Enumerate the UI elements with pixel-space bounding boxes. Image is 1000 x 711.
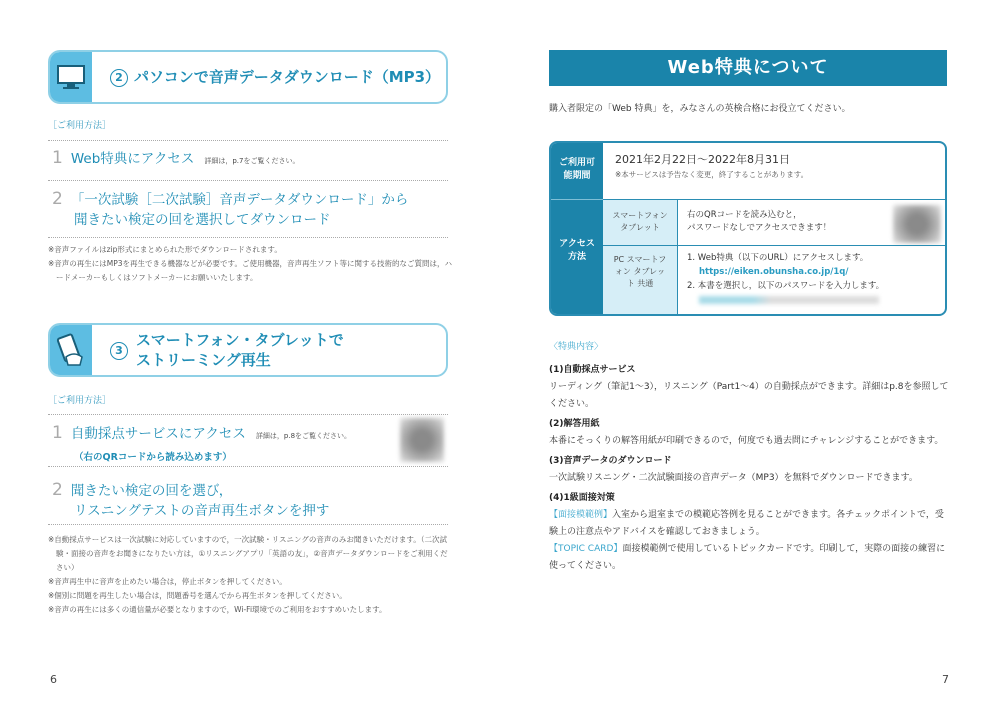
period-label: ご利用可能期間 <box>551 143 603 199</box>
access-label: アクセス方法 <box>551 199 603 314</box>
section-header-smartphone <box>48 323 448 377</box>
section-title-line1: スマートフォン・タブレットで <box>136 331 344 349</box>
usage-label: ［ご利用方法］ <box>48 396 112 406</box>
qr-code[interactable] <box>400 418 444 462</box>
notes: ※音声ファイルはzip形式にまとめられた形でダウンロードされます。 ※音声の再生にはMP3を再生できる機器などが必要です。ご使用機器，音声再生ソフト等に関する技術的なご質問は，ハードメーカーもしくはソフトメーカーにお願いいたします。 <box>48 245 452 282</box>
section-title-line2: ストリーミング再生 <box>136 351 271 369</box>
smartphone-label: スマートフォン タブレット <box>603 200 677 245</box>
section-number: 2 <box>110 69 128 87</box>
password-blurred <box>699 296 879 304</box>
pc-steps: 1. Web特典（以下のURL）にアクセスします。 https://eiken.obunsha.co.jp/1q/ 2. 本書を選択し，以下のパスワードを入力します。 <box>687 253 885 291</box>
intro-text: 購入者限定の「Web 特典」を，みなさんの英検合格にお役立てください。 <box>549 104 851 114</box>
qr-code[interactable] <box>893 205 941 243</box>
step-2: 2 「一次試験［二次試験］音声データダウンロード」から 聞きたい検定の回を選択してダウンロード <box>52 189 409 228</box>
smartphone-hand-icon <box>50 325 92 375</box>
section-header-pc <box>48 50 448 104</box>
monitor-icon <box>50 52 92 102</box>
url-link[interactable]: https://eiken.obunsha.co.jp/1q/ <box>699 267 849 277</box>
period-value: 2021年2月22日～2022年8月31日 <box>615 153 790 166</box>
access-info-table <box>549 141 947 316</box>
usage-label: ［ご利用方法］ <box>48 121 112 131</box>
step-1: 1 自動採点サービスにアクセス 詳細は，p.8をご覧ください。 （右のQRコードから読み込めます） <box>52 423 352 463</box>
benefits-list: (1)自動採点サービス リーディング（筆記1～3），リスニング（Part1～4）の自動採点ができます。詳細はp.8を参照してください。 (2)解答用紙 本番にそっくりの解答用紙が印刷できるので，何度でも過去問にチャレンジすることができます。 (3)音声データのダウンロード 一次試験リスニング・二次試験面接の音声データ（MP3）を無料でダウンロードできます。 (4)1級面接対策 【面接模範例】入室から退室までの模範応答例を見ることができます。各チェックポイントで，受験上の注意点やアドバイスを確認しておきましょう。 【TOPIC CARD】面接模範例で使用しているトピックカードです。印刷して，実際の面接の練習に使ってください。 <box>549 365 949 571</box>
contents-heading: 〈特典内容〉 <box>549 342 604 352</box>
step-2: 2 聞きたい検定の回を選び， リスニングテストの音声再生ボタンを押す <box>52 480 330 519</box>
period-note: ※本サービスは予告なく変更，終了することがあります。 <box>615 170 809 179</box>
pc-label: PC スマートフォン タブレット 共通 <box>603 246 677 314</box>
page-number: 7 <box>942 673 949 686</box>
section-number: 3 <box>110 342 128 360</box>
page-number: 6 <box>50 673 57 686</box>
section-title: パソコンで音声データダウンロード（MP3） <box>134 68 441 86</box>
step-1: 1 Web特典にアクセス 詳細は，p.7をご覧ください。 <box>52 148 300 168</box>
page-title: Web特典について <box>549 50 947 86</box>
smartphone-text: 右のQRコードを読み込むと， パスワードなしでアクセスできます！ <box>687 210 832 233</box>
notes: ※自動採点サービスは一次試験に対応していますので，一次試験・リスニングの音声のみお聞きいただけます。（二次試験・面接の音声をお聞きになりたい方は，①リスニングアプリ「英語の友」，②音声データダウンロードをご利用ください） ※音声再生中に音声を止めたい場合は，停止ボタンを押してください。 ※個別に問題を再生したい場合は，問題番号を選んでから再生ボタンを押してください。 ※音声の再生には多くの通信量が必要となりますので，Wi-Fi環境でのご利用をおすすめいたします。 <box>48 535 448 614</box>
